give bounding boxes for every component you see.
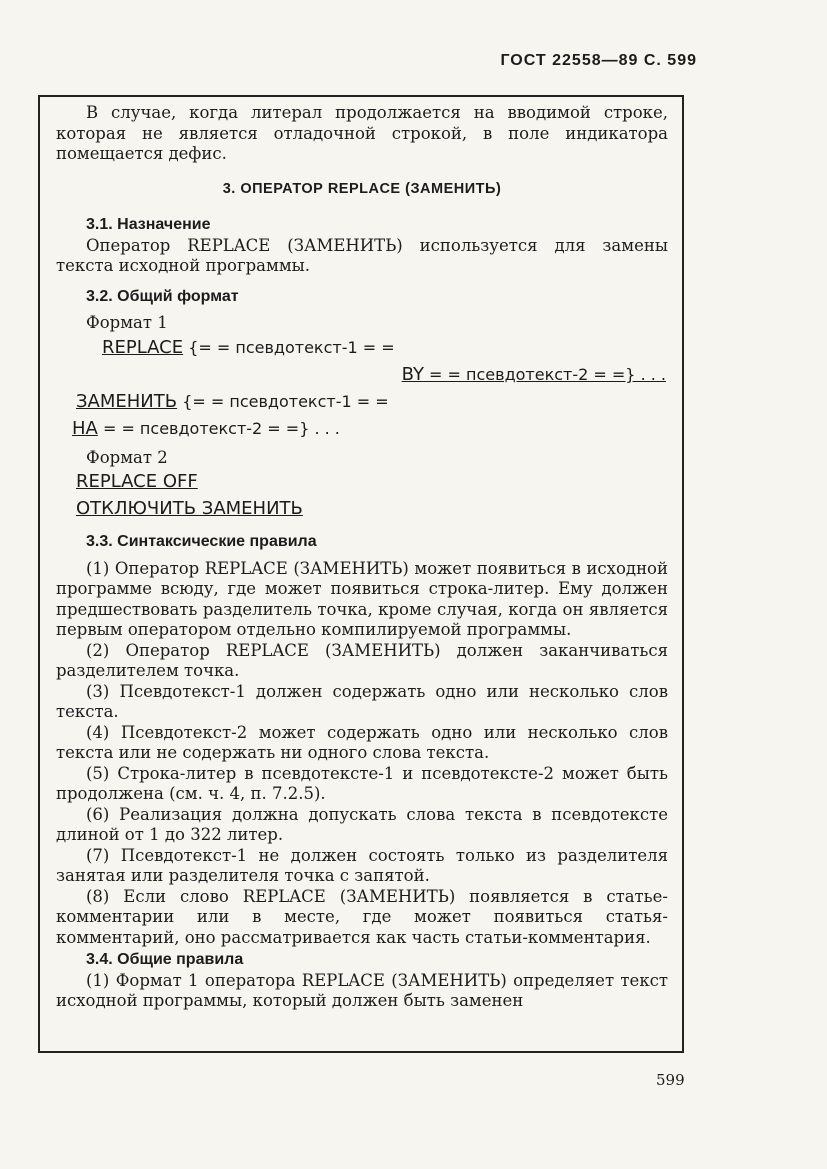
page-number: 599 <box>656 1071 685 1089</box>
page-frame <box>38 95 684 1053</box>
subsection-3-2-title: 3.2. Общий формат <box>86 287 239 305</box>
format1-line-3 <box>56 388 668 415</box>
keyword-by: BY <box>401 363 424 385</box>
format1-line-1-rest: {= = псевдотекст-1 = = <box>183 337 395 357</box>
format2-replace-off: REPLACE OFF <box>76 471 198 492</box>
format1-line-1 <box>56 334 668 361</box>
rule-4: (4) Псевдотекст-2 может содержать одно или несколько слов текста или не содержать ни одного слова текста. <box>56 722 668 762</box>
subsection-3-1-title: 3.1. Назначение <box>86 216 211 233</box>
format1-line-3-rest: {= = псевдотекст-1 = = <box>177 391 389 411</box>
rule-6: (6) Реализация должна допускать слова текста в псевдотексте длиной от 1 до 322 литер. <box>56 804 668 844</box>
subsection-3-3-title: 3.3. Синтаксические правила <box>86 533 317 550</box>
rule-3: (3) Псевдотекст-1 должен содержать одно или несколько слов текста. <box>56 681 668 721</box>
page-header: ГОСТ 22558—89 С. 599 <box>500 52 697 69</box>
intro-paragraph: В случае, когда литерал продолжается на вводимой строке, которая не является отладочной строкой, в поле индикатора помещается дефис. <box>56 103 668 163</box>
format1-line-2-rest: = = псевдотекст-2 = =} . . . <box>423 364 666 384</box>
format1-line-4-rest: = = псевдотекст-2 = =} . . . <box>97 418 340 438</box>
format2-zamenit-off: ОТКЛЮЧИТЬ ЗАМЕНИТЬ <box>76 498 303 519</box>
rule-7: (7) Псевдотекст-1 не должен состоять только из разделителя занятая или разделителя точка с запятой. <box>56 845 668 885</box>
format-block <box>56 313 668 522</box>
subsection-3-1-text: Оператор REPLACE (ЗАМЕНИТЬ) используется для замены текста исходной программы. <box>56 235 668 275</box>
rule-2: (2) Оператор REPLACE (ЗАМЕНИТЬ) должен заканчиваться разделителем точка. <box>56 640 668 680</box>
format1-label: Формат 1 <box>86 313 168 332</box>
keyword-zamenit: ЗАМЕНИТЬ <box>76 390 178 412</box>
rule-1: (1) Оператор REPLACE (ЗАМЕНИТЬ) может появиться в исходной программе всюду, где может появиться строка-литер. Ему должен предшествовать разделитель точка, кроме случая, когда он является первым оператором отдельно компилируемой программы. <box>56 558 668 639</box>
format2-label: Формат 2 <box>86 447 168 467</box>
keyword-na: НА <box>72 417 98 439</box>
rule-8: (8) Если слово REPLACE (ЗАМЕНИТЬ) появляется в статье-комментарии или в месте, где может появиться статья-комментарий, оно рассматривается как часть статьи-комментария. <box>56 886 668 947</box>
format2-line-2 <box>56 495 668 522</box>
section-title: 3. ОПЕРАТОР REPLACE (ЗАМЕНИТЬ) <box>222 180 502 197</box>
page-body <box>56 103 668 1012</box>
format1-line-2 <box>56 361 668 388</box>
subsection-3-4-text: (1) Формат 1 оператора REPLACE (ЗАМЕНИТЬ) определяет текст исходной программы, который должен быть заменен <box>56 970 668 1010</box>
rule-5: (5) Строка-литер в псевдотексте-1 и псевдотексте-2 может быть продолжена (см. ч. 4, п. 7.2.5). <box>56 763 668 803</box>
subsection-3-4-title: 3.4. Общие правила <box>86 951 244 968</box>
format2-line-1 <box>56 468 668 495</box>
format1-line-4 <box>56 415 668 442</box>
keyword-replace: REPLACE <box>102 336 184 358</box>
